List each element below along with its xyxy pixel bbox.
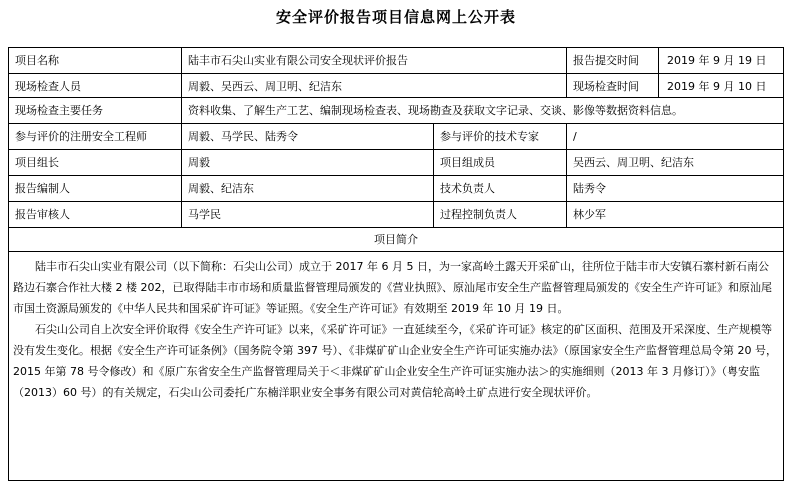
project-name-value: 陆丰市石尖山实业有限公司安全现状评价报告 [181,48,566,73]
author-label: 报告编制人 [15,182,70,195]
tasks-value: 资料收集、了解生产工艺、编制现场检查表、现场勘查及获取文字记录、交谈、影像等数据资料信息。 [181,98,785,123]
intro-paragraph-1: 陆丰市石尖山实业有限公司（以下简称：石尖山公司）成立于 2017 年 6 月 5 日，为一家高岭土露天开采矿山，往所位于陆丰市大安镇石寨村新石南公路边石寨合作社大楼 2 楼 202，已取得陆丰市市场和质量监督管理局颁发的《营业执照》、原汕尾市安全生产监督管理局颁发的《安全生产许可证》和原汕尾市国土资源局颁发的《中华人民共和国采矿许可证》等证照。《安全生产许可证》有效期至 2019 年 10 月 19 日。 [13,260,772,315]
project-name-label: 项目名称 [15,54,59,67]
table-row [9,124,783,150]
intro-heading: 项目简介 [9,228,783,252]
table-row [9,150,783,176]
leader-value: 周毅 [181,150,433,175]
inspect-time-label: 现场检查时间 [566,74,658,97]
table-row [9,74,783,98]
table-row [9,98,783,124]
tasks-label: 现场检查主要任务 [15,104,103,117]
submit-time-value: 2019 年 9 月 19 日 [658,48,785,73]
members-value: 吴西云、周卫明、纪洁东 [566,150,785,175]
inspect-time-value: 2019 年 9 月 10 日 [658,74,785,97]
reviewer-label: 报告审核人 [15,208,70,221]
author-value: 周毅、纪洁东 [181,176,433,201]
intro-body [9,252,783,403]
page-title: 安全评价报告项目信息网上公开表 [275,8,516,26]
experts-value: / [566,124,785,149]
table-row [9,48,783,74]
process-lead-label: 过程控制负责人 [433,202,566,227]
experts-label: 参与评价的技术专家 [433,124,566,149]
table-row [9,202,783,228]
inspectors-value: 周毅、吴西云、周卫明、纪洁东 [181,74,566,97]
engineers-value: 周毅、马学民、陆秀令 [181,124,433,149]
intro-paragraph-2: 石尖山公司自上次安全评价取得《安全生产许可证》以来，《采矿许可证》一直延续至今，《采矿许可证》核定的矿区面积、范围及开采深度、生产规模等没有发生变化。根据《安全生产许可证条例》（国务院令第 397 号）、《非煤矿矿山企业安全生产许可证实施办法》（原国家安全生产监督管理总局令第 20 号，2015 年第 78 号令修改）和《原广东省安全生产监督管理局关于＜非煤矿矿山企业安全生产许可证实施办法＞的实施细则（2013 年 3 月修订）》（粤安监（2013）60 号）的有关规定，石尖山公司委托广东楠洋职业安全事务有限公司对黄信轮高岭土矿点进行安全现状评价。 [13,323,777,399]
members-label: 项目组成员 [433,150,566,175]
table-row [9,176,783,202]
process-lead-value: 林少军 [566,202,785,227]
engineers-label: 参与评价的注册安全工程师 [15,130,147,143]
info-table [8,47,784,481]
tech-lead-label: 技术负责人 [433,176,566,201]
leader-label: 项目组长 [15,156,59,169]
tech-lead-value: 陆秀令 [566,176,785,201]
inspectors-label: 现场检查人员 [15,80,81,93]
reviewer-value: 马学民 [181,202,433,227]
submit-time-label: 报告提交时间 [566,48,658,73]
